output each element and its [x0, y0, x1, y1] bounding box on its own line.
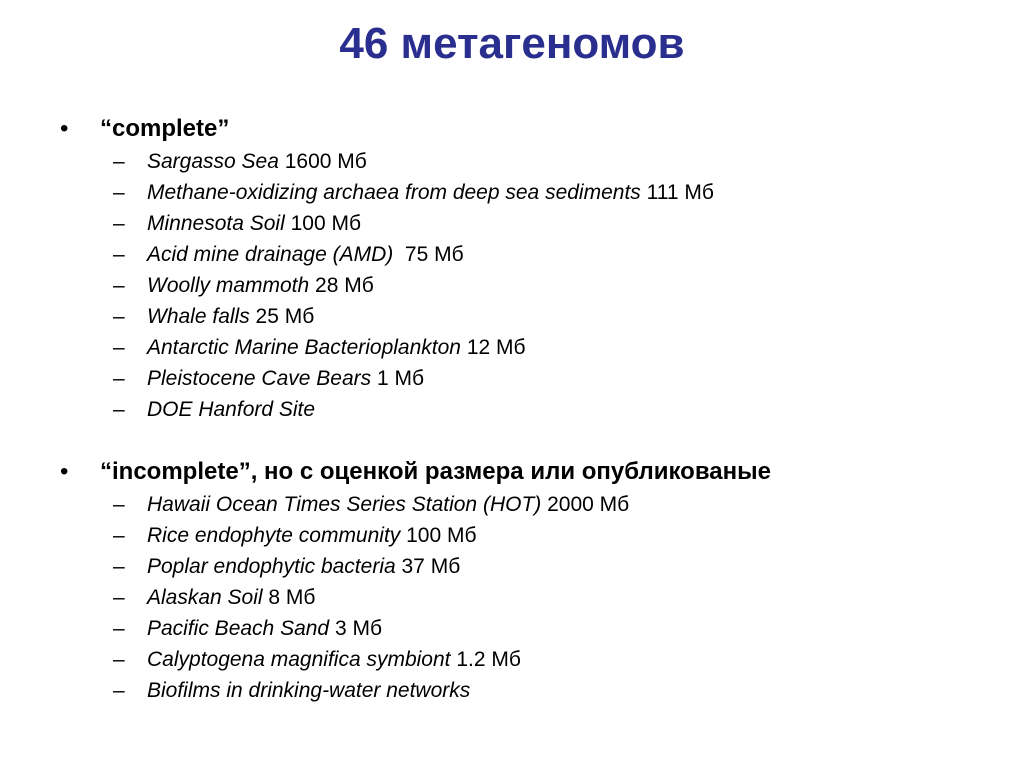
metagenome-size: 28 Мб	[309, 274, 374, 297]
dash-icon: –	[113, 493, 125, 516]
metagenome-name: Acid mine drainage (AMD)	[147, 243, 394, 266]
dash-icon: –	[113, 524, 125, 547]
metagenome-size: 2000 Мб	[541, 493, 630, 516]
dash-icon: –	[113, 150, 125, 173]
metagenome-name: Alaskan Soil	[147, 586, 263, 609]
dash-icon: –	[113, 367, 125, 390]
metagenome-name: Pacific Beach Sand	[147, 617, 330, 640]
metagenome-name: DOE Hanford Site	[147, 398, 316, 421]
metagenome-size: 1.2 Мб	[450, 648, 521, 671]
dash-icon: –	[113, 648, 125, 671]
metagenome-name: Biofilms in drinking-water networks	[147, 679, 471, 702]
item-text	[147, 332, 526, 363]
metagenome-size: 75 Мб	[393, 243, 464, 266]
dash-icon: –	[113, 398, 125, 421]
item-text	[147, 270, 374, 301]
section-heading: “incomplete”, но с оценкой размера или опубликованые	[100, 458, 771, 485]
dash-icon: –	[113, 305, 125, 328]
item-text	[147, 394, 315, 425]
list-item	[0, 239, 1024, 270]
metagenome-size: 37 Мб	[395, 555, 461, 578]
dash-icon: –	[113, 679, 125, 702]
item-text	[147, 301, 314, 332]
item-text	[147, 644, 521, 675]
bullet-icon: •	[60, 458, 69, 485]
metagenome-name: Pleistocene Cave Bears	[147, 367, 372, 390]
item-text	[147, 613, 382, 644]
list-item	[0, 520, 1024, 551]
bullet-icon: •	[60, 115, 69, 142]
metagenome-name: Poplar endophytic bacteria	[147, 555, 396, 578]
item-text	[147, 489, 629, 520]
metagenome-name: Sargasso Sea	[147, 150, 279, 173]
list-item	[0, 613, 1024, 644]
list-item	[0, 301, 1024, 332]
metagenome-size: 100 Мб	[400, 524, 477, 547]
section-heading-row	[0, 455, 1024, 489]
item-text	[147, 146, 367, 177]
dash-icon: –	[113, 336, 125, 359]
metagenome-name: Antarctic Marine Bacterioplankton	[147, 336, 461, 359]
metagenome-size: 8 Мб	[262, 586, 316, 609]
list-item	[0, 208, 1024, 239]
metagenome-size: 111 Мб	[640, 181, 714, 204]
section-heading: “complete”	[100, 115, 230, 142]
item-text	[147, 363, 424, 394]
list-item	[0, 177, 1024, 208]
section-incomplete	[0, 455, 1024, 706]
dash-icon: –	[113, 212, 125, 235]
list-item	[0, 551, 1024, 582]
item-text	[147, 551, 460, 582]
metagenome-name: Minnesota Soil	[147, 212, 285, 235]
list-item	[0, 644, 1024, 675]
slide-title: 46 метагеномов	[339, 19, 685, 68]
metagenome-list	[0, 146, 1024, 425]
item-text	[147, 582, 315, 613]
list-item	[0, 582, 1024, 613]
dash-icon: –	[113, 274, 125, 297]
list-item	[0, 363, 1024, 394]
metagenome-name: Calyptogena magnifica symbiont	[147, 648, 451, 671]
dash-icon: –	[113, 555, 125, 578]
metagenome-size: 1600 Мб	[278, 150, 367, 173]
section-complete	[0, 112, 1024, 425]
item-text	[147, 239, 464, 270]
item-text	[147, 520, 477, 551]
metagenome-name: Hawaii Ocean Times Series Station (HOT)	[147, 493, 542, 516]
list-item	[0, 489, 1024, 520]
list-item	[0, 332, 1024, 363]
dash-icon: –	[113, 181, 125, 204]
metagenome-name: Rice endophyte community	[147, 524, 401, 547]
metagenome-size: 12 Мб	[461, 336, 526, 359]
metagenome-name: Woolly mammoth	[147, 274, 310, 297]
section-heading-row	[0, 112, 1024, 146]
dash-icon: –	[113, 243, 125, 266]
metagenome-size: 100 Мб	[284, 212, 361, 235]
metagenome-name: Whale falls	[147, 305, 250, 328]
dash-icon: –	[113, 617, 125, 640]
metagenome-size: 3 Мб	[329, 617, 382, 640]
metagenome-name: Methane-oxidizing archaea from deep sea sediments	[147, 181, 641, 204]
list-item	[0, 675, 1024, 706]
list-item	[0, 146, 1024, 177]
item-text	[147, 208, 361, 239]
list-item	[0, 270, 1024, 301]
metagenome-size: 1 Мб	[371, 367, 424, 390]
metagenome-list	[0, 489, 1024, 706]
metagenome-size: 25 Мб	[249, 305, 315, 328]
list-item	[0, 394, 1024, 425]
item-text	[147, 177, 714, 208]
dash-icon: –	[113, 586, 125, 609]
item-text	[147, 675, 470, 706]
